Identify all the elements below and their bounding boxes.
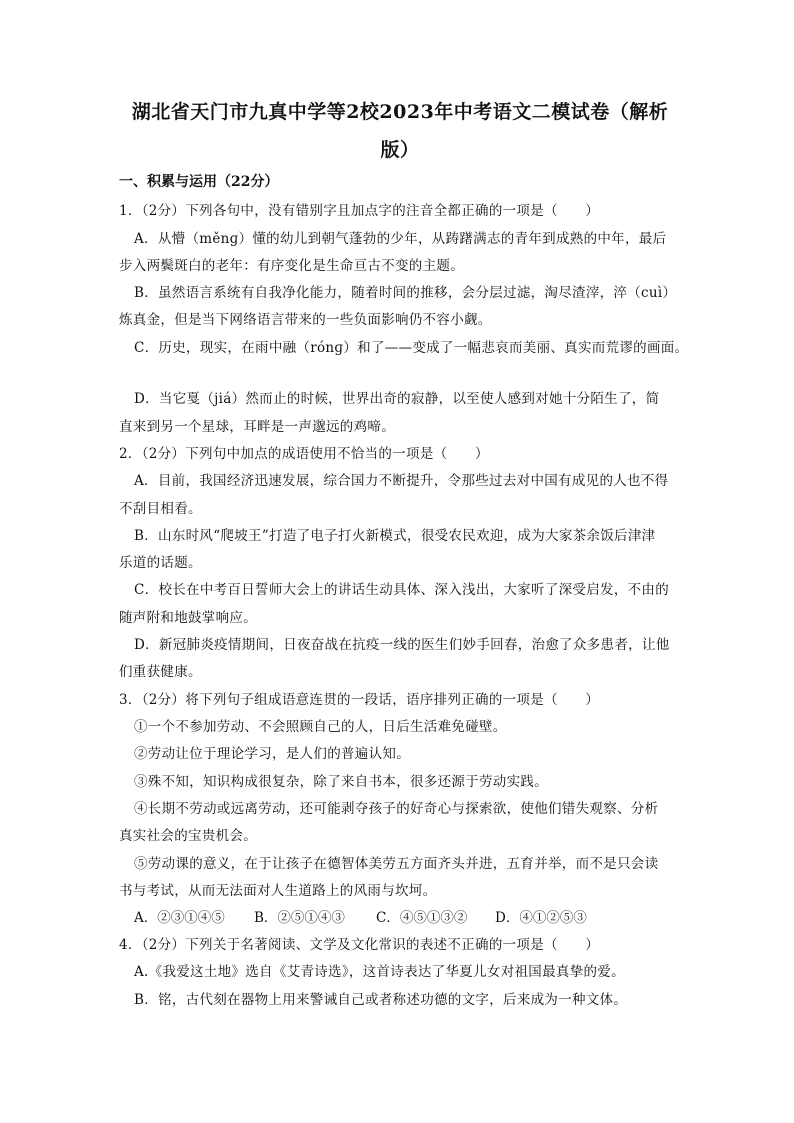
q4-option-a: A.《我爱这土地》选自《艾青诗选》，这首诗表达了华夏儿女对祖国最真挚的爱。 bbox=[134, 964, 625, 980]
q3-sentence-4: ④长期不劳动或远离劳动，还可能剥夺孩子的好奇心与探索欲，使他们错失观察、分析 bbox=[134, 801, 659, 817]
q4-stem: 4．（2分）下列关于名著阅读、文学及文化常识的表述不正确的一项是（ ） bbox=[119, 937, 600, 953]
q3-sentence-1: ①一个不参加劳动、不会照顾自己的人，日后生活难免碰壁。 bbox=[134, 719, 507, 735]
section-heading: 一、积累与运用（22分） bbox=[119, 174, 279, 190]
q1-option-d: D．当它戛（jiá）然而止的时候，世界出奇的寂静，以至使人感到对她十分陌生了，简 bbox=[134, 391, 660, 407]
q3-option-d: D．④①②⑤③ bbox=[495, 910, 587, 926]
q2-option-c-cont: 随声附和地鼓掌响应。 bbox=[119, 610, 257, 626]
q3-sentence-5: ⑤劳动课的意义，在于让孩子在德智体美劳五方面齐头并进，五育并举，而不是只会读 bbox=[134, 856, 659, 872]
q4-option-b: B．铭，古代刻在器物上用来警诫自己或者称述功德的文字，后来成为一种文体。 bbox=[134, 992, 628, 1008]
q1-option-a-cont: 步入两鬓斑白的老年：有序变化是生命亘古不变的主题。 bbox=[119, 258, 464, 274]
q2-option-d: D．新冠肺炎疫情期间，日夜奋战在抗疫一线的医生们妙手回春，治愈了众多患者，让他 bbox=[134, 637, 670, 653]
q1-option-a: A．从懵（měnɡ）懂的幼儿到朝气蓬勃的少年，从踌躇满志的青年到成熟的中年，最后 bbox=[134, 231, 667, 247]
q2-option-b: B．山东时风“爬坡王”打造了电子打火新模式，很受农民欢迎，成为大家茶余饭后津津 bbox=[134, 528, 656, 544]
q1-stem: 1．（2分）下列各句中，没有错别字且加点字的注音全都正确的一项是（ ） bbox=[119, 203, 600, 219]
q2-option-a: A．目前，我国经济迅速发展，综合国力不断提升，令那些过去对中国有成见的人也不得 bbox=[134, 473, 669, 489]
q3-option-b: B．②⑤①④③ bbox=[254, 910, 345, 926]
q1-option-c: C．历史，现实，在雨中融（rónɡ）和了——变成了一幅悲哀而美丽、真实而荒谬的画面。 bbox=[134, 340, 689, 356]
q2-option-c: C．校长在中考百日誓师大会上的讲话生动具体、深入浅出，大家听了深受启发，不由的 bbox=[134, 582, 670, 598]
q1-option-b-cont: 炼真金，但是当下网络语言带来的一些负面影响仍不容小觑。 bbox=[119, 312, 492, 328]
q3-sentence-3: ③殊不知，知识构成很复杂，除了来自书本，很多还源于劳动实践。 bbox=[134, 774, 548, 790]
q3-option-a: A．②③①④⑤ bbox=[134, 910, 225, 926]
q1-option-b: B．虽然语言系统有自我净化能力，随着时间的推移，会分层过滤，淘尽渣滓，淬（cuì） bbox=[134, 285, 677, 301]
q2-option-d-cont: 们重获健康。 bbox=[119, 664, 202, 680]
q2-option-b-cont: 乐道的话题。 bbox=[119, 555, 202, 571]
exam-title-line2: 版） bbox=[380, 139, 420, 161]
q3-sentence-4-cont: 真实社会的宝贵机会。 bbox=[119, 828, 257, 844]
q3-stem: 3．（2分）将下列句子组成语意连贯的一段话，语序排列正确的一项是（ ） bbox=[119, 692, 600, 708]
q1-option-d-cont: 直来到另一个星球，耳畔是一声邈远的鸡啼。 bbox=[119, 419, 395, 435]
q3-option-c: C．④⑤①③② bbox=[376, 910, 468, 926]
q3-options bbox=[134, 908, 587, 928]
q2-stem: 2．（2分）下列句中加点的成语使用不恰当的一项是（ ） bbox=[119, 446, 489, 462]
exam-title bbox=[110, 93, 690, 169]
q3-sentence-5-cont: 书与考试，从而无法面对人生道路上的风雨与坎坷。 bbox=[119, 883, 437, 899]
q3-sentence-2: ②劳动让位于理论学习，是人们的普遍认知。 bbox=[134, 746, 410, 762]
exam-title-line1: 湖北省天门市九真中学等2校2023年中考语文二模试卷（解析 bbox=[131, 101, 669, 123]
q2-option-a-cont: 不刮目相看。 bbox=[119, 501, 202, 517]
